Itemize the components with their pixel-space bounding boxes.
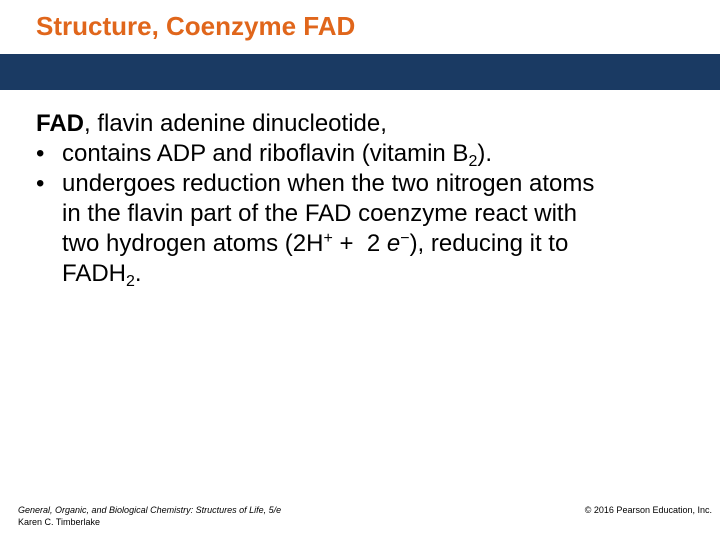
bullet-item-reduction: [36, 169, 706, 289]
bullet2-line1: [36, 169, 706, 199]
bullet1-subscript: 2: [468, 153, 478, 170]
bullet2-line1-text: undergoes reduction when the two nitrogen atoms: [62, 170, 595, 197]
slide-body: [36, 109, 706, 289]
footer-citation: [18, 504, 281, 528]
intro-term: FAD: [36, 110, 84, 137]
footer-copyright: © 2016 Pearson Education, Inc.: [584, 505, 712, 515]
intro-definition: , flavin adenine dinucleotide,: [84, 110, 387, 137]
bullet-icon: •: [36, 170, 45, 197]
fadh-period: .: [134, 260, 142, 287]
bullet-item-adp: [36, 139, 706, 169]
footer-author: Karen C. Timberlake: [18, 517, 101, 527]
footer-edition: , 5/e: [263, 505, 282, 515]
footer-book-title: General, Organic, and Biological Chemistry: Structures of Life: [18, 505, 264, 515]
line3-part-b: + 2: [332, 230, 387, 257]
line3-part-a: two hydrogen atoms (2H: [62, 230, 324, 257]
bullet2-line4: [36, 259, 706, 289]
fadh-subscript: 2: [126, 273, 135, 290]
electron-symbol: e: [386, 230, 401, 257]
slide-title: Structure, Coenzyme FAD: [36, 11, 356, 41]
bullet2-line3: [36, 229, 706, 259]
proton-charge: +: [323, 230, 333, 247]
header-band: [0, 54, 720, 90]
electron-charge: −: [400, 230, 410, 247]
bullet1-text: contains ADP and riboflavin (vitamin B: [62, 140, 469, 167]
fadh-text: FADH: [62, 260, 127, 287]
bullet2-line2: in the flavin part of the FAD coenzyme react with: [62, 200, 577, 227]
line3-part-c: ), reducing it to: [409, 230, 569, 257]
bullet1-tail: ).: [477, 140, 493, 167]
bullet-icon: •: [36, 140, 45, 167]
intro-line: [36, 109, 706, 139]
